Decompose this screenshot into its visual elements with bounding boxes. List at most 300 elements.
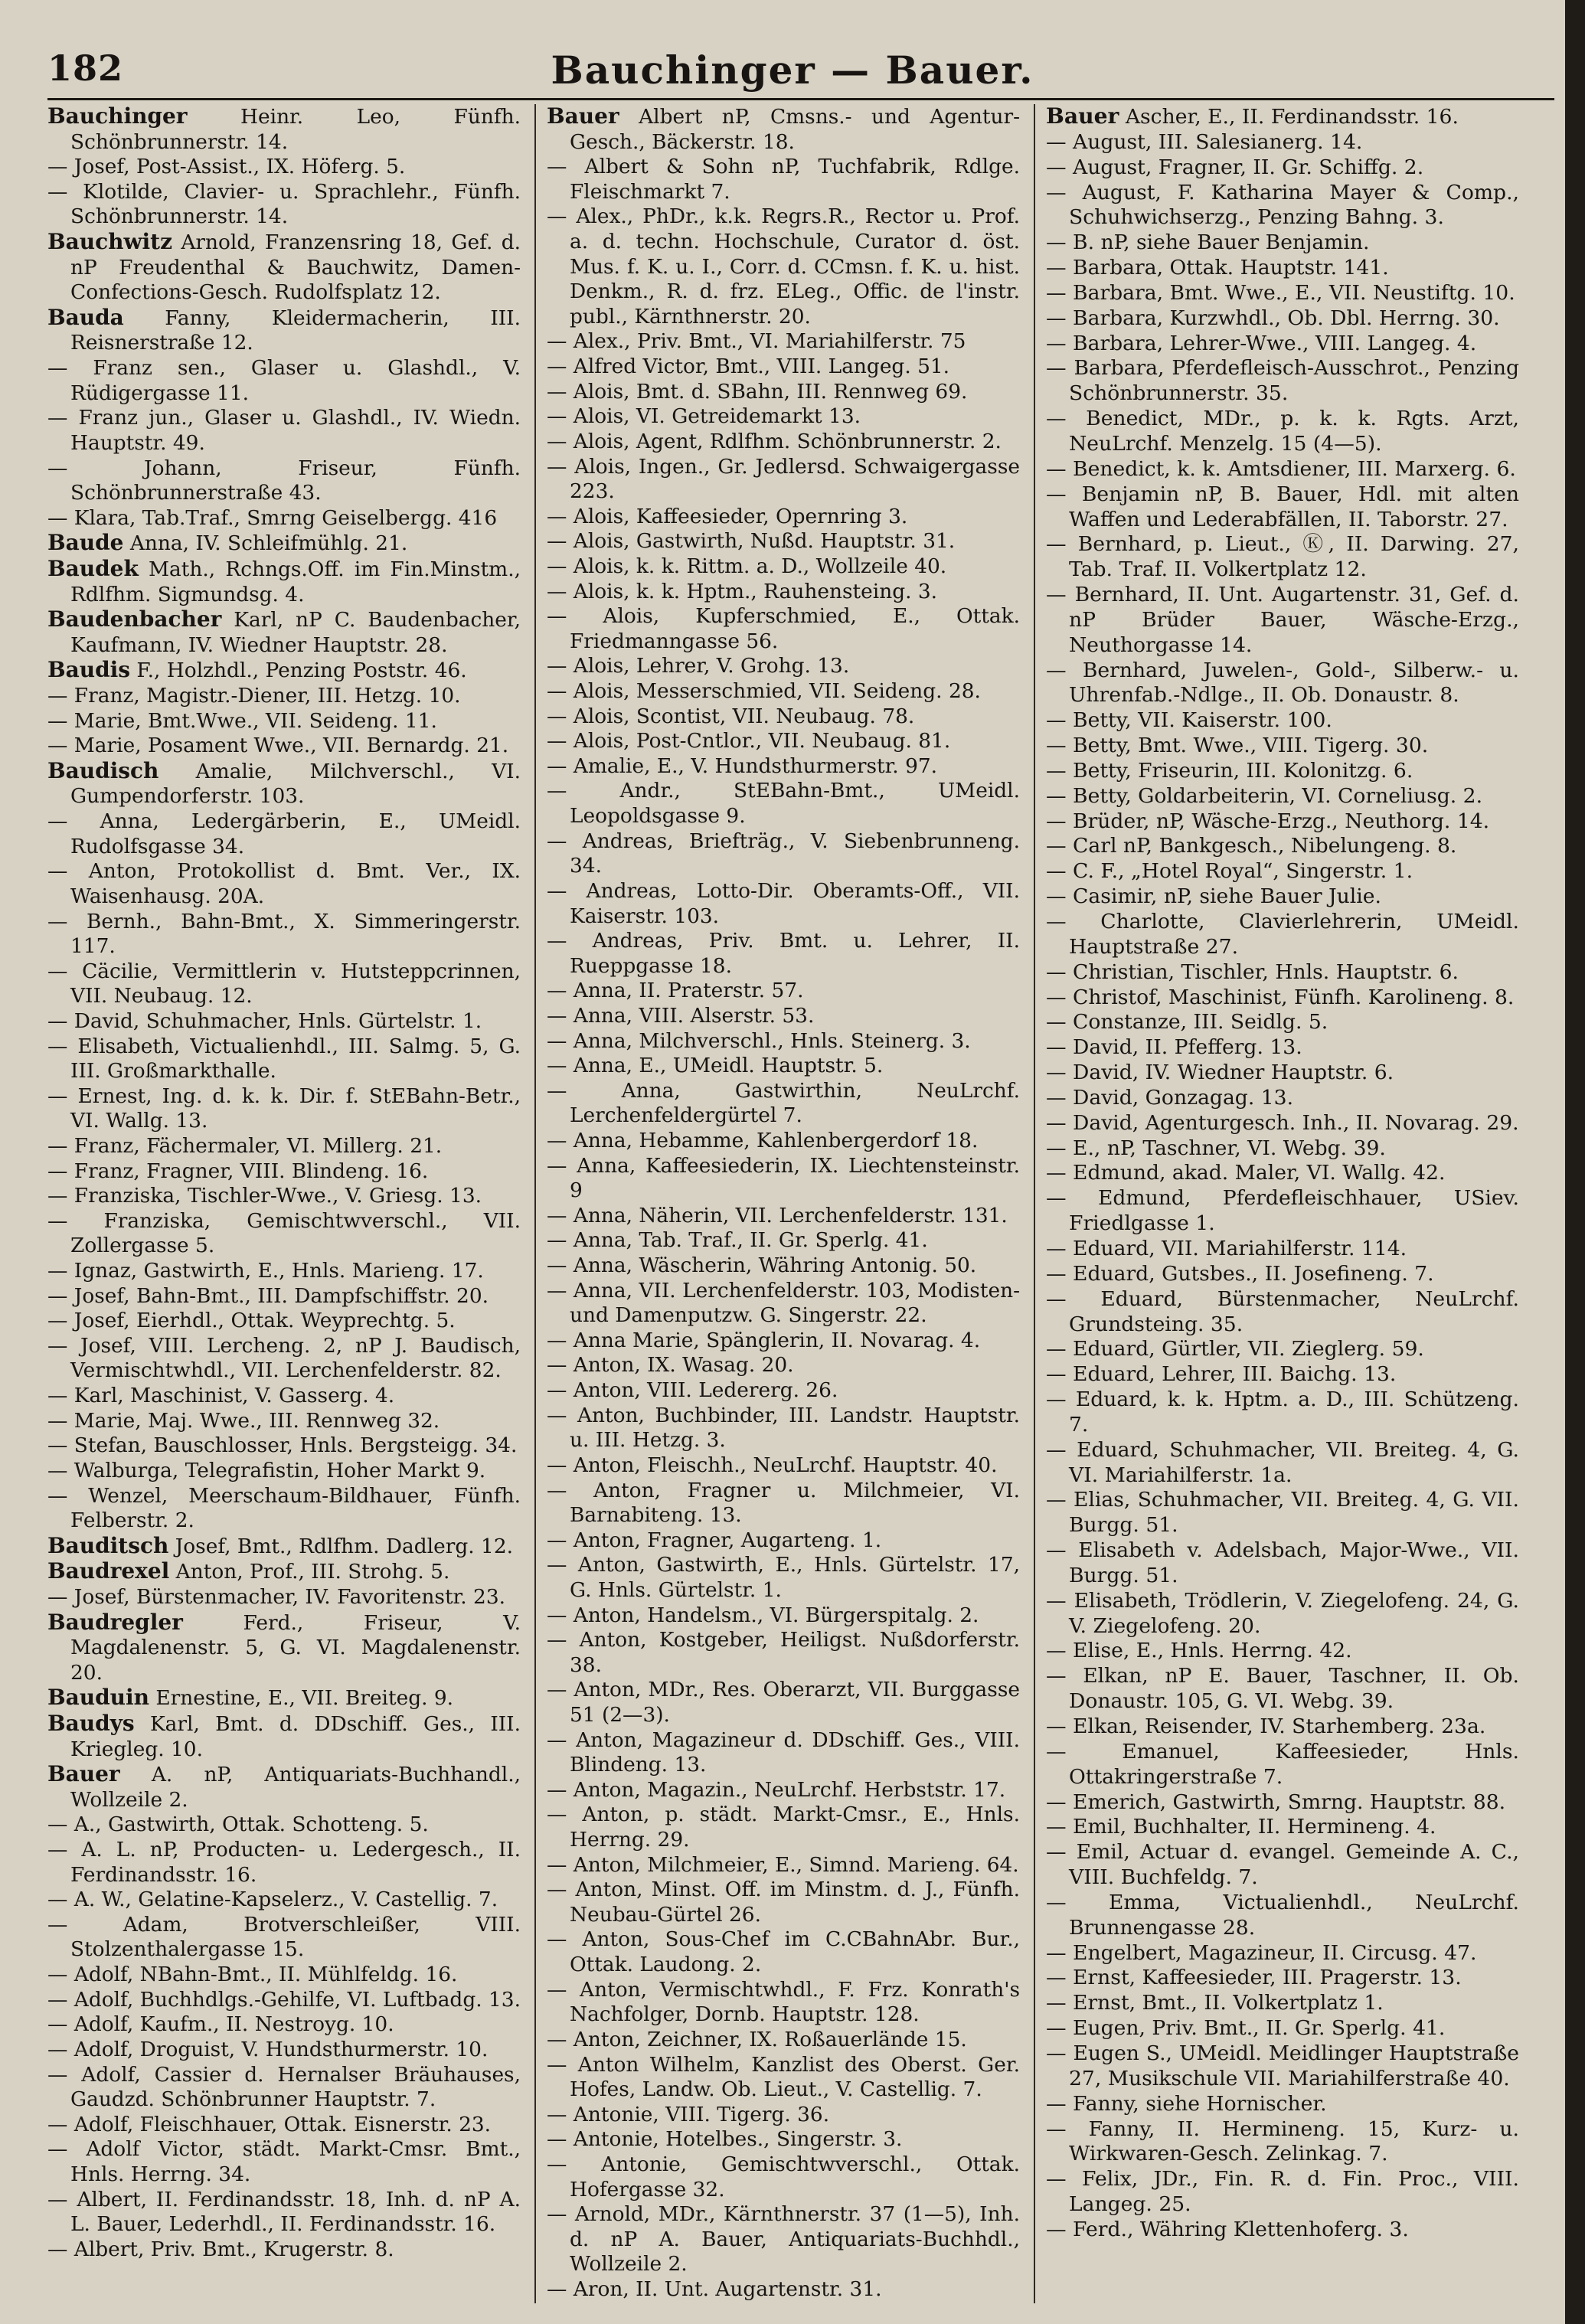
entry-surname: Baudek: [47, 555, 139, 581]
directory-entry: [547, 1927, 1020, 1977]
directory-entry: [1046, 2167, 1519, 2218]
directory-entry: [1046, 884, 1519, 910]
directory-entry: [1046, 759, 1519, 784]
directory-entry: [1046, 2041, 1519, 2092]
entry-text: — Alois, Messerschmied, VII. Seideng. 28.: [547, 679, 981, 704]
directory-entry: [547, 2202, 1020, 2277]
directory-entry: [47, 1585, 521, 1610]
directory-entry: [547, 1228, 1020, 1254]
directory-entry: [47, 759, 521, 809]
column-divider: [534, 104, 536, 2303]
entry-text: — Adolf Victor, städt. Markt-Cmsr. Bmt., Hnls. Herrng. 34.: [47, 2137, 521, 2186]
entry-text: Amalie, Milchverschl., VI. Gumpendorferstr. 103.: [70, 759, 521, 809]
directory-entry: [1046, 532, 1519, 583]
entry-surname: Baudis: [47, 657, 131, 683]
entry-text: — Anton, Milchmeier, E., Simnd. Marieng. 64.: [547, 1852, 1019, 1877]
entry-surname: Bauduin: [47, 1685, 149, 1711]
entry-text: — Anton, Handelsm., VI. Bürgerspitalg. 2.: [547, 1603, 979, 1627]
entry-text: — Benedict, k. k. Amtsdiener, III. Marxerg. 6.: [1046, 456, 1516, 481]
directory-entry: [547, 704, 1020, 730]
entry-text: — Anna, Wäscherin, Währing Antonig. 50.: [547, 1254, 977, 1278]
directory-entry: [1046, 1891, 1519, 1941]
entry-text: — Bernh., Bahn-Bmt., X. Simmeringerstr. 117.: [47, 909, 521, 959]
entry-text: — Eduard, Lehrer, III. Baichg. 13.: [1046, 1362, 1397, 1387]
entry-text: — August, III. Salesianerg. 14.: [1046, 129, 1363, 154]
directory-entry: [547, 2277, 1020, 2303]
entry-text: — C. F., „Hotel Royal“, Singerstr. 1.: [1046, 859, 1413, 884]
entry-text: — Anton, Fragner u. Milchmeier, VI. Barnabiteng. 13.: [547, 1478, 1020, 1528]
directory-entry: [1046, 1035, 1519, 1061]
entry-text: — Franz, Fragner, VIII. Blindeng. 16.: [47, 1159, 429, 1183]
directory-entry: [47, 709, 521, 734]
directory-entry: [47, 684, 521, 709]
entry-text: — Anton, Kostgeber, Heiligst. Nußdorferstr. 38.: [547, 1628, 1020, 1677]
directory-entry: [1046, 1840, 1519, 1891]
entry-text: — Brüder, nP, Wäsche-Erzg., Neuthorg. 14.: [1046, 809, 1490, 833]
entry-surname: Bauda: [47, 304, 124, 330]
directory-entry: [1046, 960, 1519, 985]
entry-text: — Anna, Ledergärberin, E., UMeidl. Rudolfsgasse 34.: [47, 809, 521, 858]
directory-entry: [47, 1888, 521, 1913]
directory-entry: [47, 2113, 521, 2138]
entry-text: — Anton, Gastwirth, E., Hnls. Gürtelstr. 17, G. Hnls. Gürtelstr. 1.: [547, 1553, 1020, 1602]
entry-text: — Elkan, nP E. Bauer, Taschner, II. Ob. Donaustr. 105, G. VI. Webg. 39.: [1046, 1664, 1519, 1714]
directory-entry: [47, 1035, 521, 1084]
directory-entry: [547, 729, 1020, 754]
scan-edge: [1565, 0, 1585, 2324]
directory-entry: [1046, 1714, 1519, 1740]
entry-text: — Anton, MDr., Res. Oberarzt, VII. Burggasse 51 (2—3).: [547, 1678, 1020, 1727]
entry-text: — Antonie, VIII. Tigerg. 36.: [547, 2102, 830, 2126]
entry-text: — Barbara, Lehrer-Wwe., VIII. Langeg. 4.: [1046, 331, 1477, 355]
directory-entry: [1046, 1388, 1519, 1438]
entry-text: — Cäcilie, Vermittlerin v. Hutsteppcrinnen, VII. Neubaug. 12.: [47, 959, 521, 1008]
entry-text: — Alois, Bmt. d. SBahn, III. Rennweg 69.: [547, 379, 968, 404]
entry-text: — Ernst, Bmt., II. Volkertplatz 1.: [1046, 1991, 1384, 2015]
directory-entry: [547, 380, 1020, 405]
entry-text: — Alois, Scontist, VII. Neubaug. 78.: [547, 704, 915, 728]
entry-text: — Franziska, Tischler-Wwe., V. Griesg. 13.: [47, 1184, 482, 1208]
directory-entry: [47, 658, 521, 684]
directory-entry: [547, 580, 1020, 605]
entry-text: — Anna, II. Praterstr. 57.: [547, 979, 804, 1003]
directory-entry: [47, 356, 521, 406]
entry-text: — Anton, IX. Wasag. 20.: [547, 1353, 794, 1378]
directory-entry: [1046, 1010, 1519, 1035]
directory-entry: [547, 1329, 1020, 1354]
directory-entry: [547, 1479, 1020, 1528]
directory-entry: [47, 230, 521, 306]
directory-entry: [1046, 2092, 1519, 2117]
directory-entry: [47, 1685, 521, 1711]
directory-entry: [47, 1812, 521, 1838]
entry-text: — Anna Marie, Spänglerin, II. Novarag. 4.: [547, 1328, 981, 1352]
entry-text: — Alois, Ingen., Gr. Jedlersd. Schwaigergasse 223.: [547, 454, 1020, 504]
directory-entry: [547, 1728, 1020, 1778]
directory-entry: [547, 355, 1020, 380]
directory-entry: [1046, 2016, 1519, 2041]
entry-text: — Emerich, Gastwirth, Smrng. Hauptstr. 88.: [1046, 1790, 1506, 1814]
directory-entry: [1046, 1186, 1519, 1237]
entry-text: — Bernhard, p. Lieut., Ⓚ, II. Darwing. 27, Tab. Traf. II. Volkertplatz 12.: [1046, 532, 1519, 582]
directory-entry: [1046, 985, 1519, 1011]
directory-entry: [547, 1628, 1020, 1678]
entry-text: — Elisabeth v. Adelsbach, Major-Wwe., VII. Burgg. 51.: [1046, 1538, 1519, 1587]
entry-text: — Anna, VIII. Alserstr. 53.: [547, 1003, 815, 1028]
directory-entry: [47, 180, 521, 230]
directory-entry: [547, 2053, 1020, 2103]
directory-entry: [1046, 1639, 1519, 1664]
entry-text: — Anna, Milchverschl., Hnls. Steinerg. 3.: [547, 1028, 971, 1053]
entry-surname: Baudenbacher: [47, 606, 222, 632]
entry-text: A. nP, Antiquariats-Buchhandl., Wollzeile 2.: [70, 1763, 521, 1812]
entry-text: — August, F. Katharina Mayer & Comp., Schuhwichserzg., Penzing Bahng. 3.: [1046, 180, 1519, 230]
entry-text: — Fanny, II. Hermineng. 15, Kurz- u. Wirkwaren-Gesch. Zelinkag. 7.: [1046, 2116, 1519, 2166]
entry-text: — Amalie, E., V. Hundsthurmerstr. 97.: [547, 753, 938, 778]
entry-text: — Ferd., Währing Klettenhoferg. 3.: [1046, 2217, 1409, 2241]
directory-entry: [47, 1334, 521, 1384]
directory-entry: [547, 979, 1020, 1004]
entry-text: — Albert, Priv. Bmt., Krugerstr. 8.: [47, 2237, 394, 2261]
entry-text: — Alois, k. k. Rittm. a. D., Wollzeile 40.: [547, 554, 947, 578]
entry-text: — Anton, VIII. Ledererg. 26.: [547, 1378, 838, 1403]
directory-entry: [47, 104, 521, 155]
directory-entry: [47, 1409, 521, 1434]
entry-text: — B. nP, siehe Bauer Benjamin.: [1046, 230, 1370, 255]
entry-text: — Barbara, Pferdefleisch-Ausschrot., Penzing Schönbrunnerstr. 35.: [1046, 356, 1519, 406]
running-head: Bauchinger — Bauer.: [551, 47, 1034, 93]
directory-entry: [1046, 1262, 1519, 1287]
entry-text: — Andreas, Lotto-Dir. Oberamts-Off., VII. Kaiserstr. 103.: [547, 878, 1020, 928]
directory-entry: [47, 155, 521, 180]
directory-entry: [1046, 809, 1519, 835]
entry-text: — Albert & Sohn nP, Tuchfabrik, Rdlge. Fleischmarkt 7.: [547, 155, 1020, 204]
header-rule: [47, 98, 1554, 100]
directory-entry: [547, 879, 1020, 929]
directory-entry: [47, 1459, 521, 1484]
entry-text: — Anton Wilhelm, Kanzlist des Oberst. Ger. Hofes, Landw. Ob. Lieut., V. Castellig. 7.: [547, 2052, 1020, 2102]
directory-entry: [47, 1433, 521, 1459]
entry-text: — Aron, II. Unt. Augartenstr. 31.: [547, 2277, 882, 2302]
entry-text: — Felix, JDr., Fin. R. d. Fin. Proc., VIII. Langeg. 25.: [1046, 2167, 1519, 2217]
entry-text: — Alois, VI. Getreidemarkt 13.: [547, 404, 861, 429]
directory-entry: [547, 455, 1020, 505]
entry-text: — Eugen S., UMeidl. Meidlinger Hauptstraße 27, Musikschule VII. Mariahilferstraße 40.: [1046, 2041, 1519, 2090]
entry-text: — Wenzel, Meerschaum-Bildhauer, Fünfh. Felberstr. 2.: [47, 1483, 521, 1533]
entry-text: — Anton, Zeichner, IX. Roßauerlände 15.: [547, 2027, 967, 2051]
directory-entry: [47, 406, 521, 456]
entry-text: — Alfred Victor, Bmt., VIII. Langeg. 51.: [547, 355, 950, 379]
entry-text: — Elise, E., Hnls. Herrng. 42.: [1046, 1639, 1352, 1663]
directory-entry: [47, 910, 521, 959]
entry-text: — Anton, Buchbinder, III. Landstr. Hauptstr. u. III. Hetzg. 3.: [547, 1403, 1020, 1453]
entry-text: — David, IV. Wiedner Hauptstr. 6.: [1046, 1061, 1394, 1085]
entry-text: — Betty, Goldarbeiterin, VI. Corneliusg. 2.: [1046, 783, 1483, 808]
directory-entry: [1046, 1362, 1519, 1388]
directory-entry: [1046, 407, 1519, 457]
directory-entry: [47, 1711, 521, 1762]
entry-text: Karl, Bmt. d. DDschiff. Ges., III. Kriegleg. 10.: [70, 1712, 521, 1761]
entry-text: — E., nP, Taschner, VI. Webg. 39.: [1046, 1136, 1386, 1160]
directory-entry: [47, 734, 521, 759]
directory-entry: [547, 779, 1020, 829]
entry-text: — Emma, Victualienhdl., NeuLrchf. Brunnengasse 28.: [1046, 1890, 1519, 1940]
entry-text: — Elkan, Reisender, IV. Starhemberg. 23a.: [1046, 1714, 1486, 1738]
entry-text: Math., Rchngs.Off. im Fin.Minstm., Rdlfhm. Sigmundsg. 4.: [70, 557, 521, 606]
entry-text: — Bernhard, Juwelen-, Gold-, Silberw.- u. Uhrenfab.-Ndlge., II. Ob. Donaustr. 8.: [1046, 658, 1519, 708]
entry-surname: Baudisch: [47, 757, 159, 783]
directory-entry: [547, 1803, 1020, 1852]
entry-text: — Emanuel, Kaffeesieder, Hnls. Ottakringerstraße 7.: [1046, 1739, 1519, 1789]
directory-entry: [1046, 230, 1519, 256]
entry-text: — Barbara, Kurzwhdl., Ob. Dbl. Herrng. 30.: [1046, 306, 1500, 330]
directory-entry: [547, 1978, 1020, 2028]
directory-entry: [47, 2063, 521, 2113]
entry-text: Ascher, E., II. Ferdinandsstr. 16.: [1119, 105, 1459, 129]
directory-entry: [47, 2038, 521, 2063]
entry-text: — A. L. nP, Producten- u. Ledergesch., II. Ferdinandsstr. 16.: [47, 1838, 521, 1887]
entry-text: — Emil, Actuar d. evangel. Gemeinde A. C., VIII. Buchfeldg. 7.: [1046, 1840, 1519, 1890]
directory-entry: [47, 456, 521, 506]
directory-entry: [1046, 482, 1519, 533]
column-1: [47, 104, 521, 2303]
entry-text: — Adolf, Kaufm., II. Nestroyg. 10.: [47, 2012, 394, 2037]
entry-text: — Elisabeth, Victualienhdl., III. Salmg. 5, G. III. Großmarkthalle.: [47, 1034, 521, 1084]
directory-entry: [547, 1004, 1020, 1029]
entry-text: — Anton, Sous-Chef im C.CBahnAbr. Bur., Ottak. Laudong. 2.: [547, 1927, 1020, 1977]
directory-entry: [1046, 1161, 1519, 1186]
entry-text: — Constanze, III. Seidlg. 5.: [1046, 1010, 1328, 1035]
directory-entry: [47, 1259, 521, 1284]
entry-text: — A. W., Gelatine-Kapselerz., V. Castellig. 7.: [47, 1888, 498, 1912]
entry-text: — Franz jun., Glaser u. Glashdl., IV. Wiedn. Hauptstr. 49.: [47, 406, 521, 455]
entry-text: — Andreas, Briefträg., V. Siebenbrunneng. 34.: [547, 829, 1020, 878]
entry-text: — Edmund, akad. Maler, VI. Wallg. 42.: [1046, 1161, 1446, 1185]
entry-text: — Eduard, Gutsbes., II. Josefineng. 7.: [1046, 1261, 1434, 1286]
entry-text: — Antonie, Hotelbes., Singerstr. 3.: [547, 2127, 903, 2152]
entry-text: — Betty, Bmt. Wwe., VIII. Tigerg. 30.: [1046, 734, 1429, 758]
directory-entry: [47, 1913, 521, 1963]
directory-entry: [547, 2127, 1020, 2152]
directory-entry: [1046, 1237, 1519, 1262]
directory-entry: [1046, 104, 1519, 130]
entry-text: — Marie, Bmt.Wwe., VII. Seideng. 11.: [47, 708, 437, 733]
directory-entry: [47, 959, 521, 1009]
entry-text: — Andr., StEBahn-Bmt., UMeidl. Leopoldsgasse 9.: [547, 779, 1020, 829]
entry-text: — Alois, k. k. Hptm., Rauhensteing. 3.: [547, 579, 938, 603]
entry-text: — Josef, Eierhdl., Ottak. Weyprechtg. 5.: [47, 1309, 456, 1333]
directory-entry: [547, 204, 1020, 329]
directory-entry: [1046, 306, 1519, 332]
entry-text: Fanny, Kleidermacherin, III. Reisnerstraße 12.: [70, 306, 521, 355]
entry-text: — Carl nP, Bankgesch., Nibelungeng. 8.: [1046, 834, 1457, 858]
entry-text: — Andreas, Priv. Bmt. u. Lehrer, II. Rueppgasse 18.: [547, 929, 1020, 978]
directory-entry: [1046, 708, 1519, 734]
directory-entry: [547, 155, 1020, 204]
entry-text: — Klara, Tab.Traf., Smrng Geiselbergg. 416: [47, 505, 498, 530]
entry-text: — Stefan, Bauschlosser, Hnls. Bergsteigg. 34.: [47, 1433, 518, 1458]
entry-text: — Josef, VIII. Lercheng. 2, nP J. Baudisch, Vermischtwhdl., VII. Lerchenfelderstr. 82.: [47, 1333, 521, 1383]
directory-entry: [547, 505, 1020, 530]
entry-text: — Alois, Agent, Rdlfhm. Schönbrunnerstr. 2.: [547, 429, 1002, 453]
entry-text: — David, II. Pfefferg. 13.: [1046, 1035, 1302, 1060]
directory-entry: [547, 1603, 1020, 1629]
entry-text: — Franz, Fächermaler, VI. Millerg. 21.: [47, 1133, 443, 1158]
entry-text: — Betty, Friseurin, III. Kolonitzg. 6.: [1046, 758, 1413, 783]
entry-text: Ferd., Friseur, V. Magdalenenstr. 5, G. VI. Magdalenenstr. 20.: [70, 1610, 521, 1685]
directory-entry: [47, 607, 521, 658]
entry-text: F., Holzhdl., Penzing Poststr. 46.: [130, 659, 467, 683]
directory-entry: [47, 2012, 521, 2038]
directory-entry: [47, 1309, 521, 1334]
entry-text: — Christian, Tischler, Hnls. Hauptstr. 6.: [1046, 959, 1459, 984]
entry-text: — Franziska, Gemischtwverschl., VII. Zollergasse 5.: [47, 1208, 521, 1258]
entry-text: — Elias, Schuhmacher, VII. Breiteg. 4, G. VII. Burgg. 51.: [1046, 1488, 1519, 1538]
entry-text: — Marie, Maj. Wwe., III. Rennweg 32.: [47, 1408, 440, 1433]
entry-text: — Eduard, Schuhmacher, VII. Breiteg. 4, G. VI. Mariahilferstr. 1a.: [1046, 1437, 1519, 1487]
directory-entry: [47, 1559, 521, 1585]
directory-entry: [47, 1384, 521, 1409]
directory-entry: [547, 1154, 1020, 1204]
entry-text: — Adolf, Cassier d. Hernalser Bräuhauses, Gaudzd. Schönbrunner Hauptstr. 7.: [47, 2062, 521, 2112]
directory-entry: [547, 1678, 1020, 1727]
directory-entry: [547, 1054, 1020, 1079]
column-3: [1046, 104, 1519, 2303]
directory-entry: [1046, 1337, 1519, 1362]
entry-text: — Fanny, siehe Hornischer.: [1046, 2091, 1327, 2116]
directory-entry: [1046, 1086, 1519, 1111]
directory-entry: [1046, 1991, 1519, 2016]
directory-entry: [547, 1553, 1020, 1603]
entry-text: Anton, Prof., III. Strohg. 5.: [169, 1560, 450, 1584]
entry-text: — David, Gonzagag. 13.: [1046, 1085, 1294, 1110]
directory-entry: [547, 1378, 1020, 1404]
directory-entry: [547, 654, 1020, 679]
directory-entry: [547, 2028, 1020, 2053]
entry-surname: Baudregler: [47, 1609, 183, 1635]
entry-text: — Anton, Magazin., NeuLrchf. Herbststr. 17.: [547, 1777, 1006, 1802]
directory-entry: [547, 1404, 1020, 1453]
directory-entry: [1046, 1664, 1519, 1714]
entry-surname: Bauer: [547, 104, 619, 129]
entry-text: — Alex., Priv. Bmt., VI. Mariahilferstr. 75: [547, 329, 966, 354]
directory-entry: [547, 1129, 1020, 1154]
entry-text: — August, Fragner, II. Gr. Schiffg. 2.: [1046, 155, 1424, 179]
directory-entry: [47, 1484, 521, 1534]
entry-text: — Franz, Magistr.-Diener, III. Hetzg. 10.: [47, 684, 461, 708]
directory-entry: [547, 1279, 1020, 1329]
directory-entry: [1046, 1488, 1519, 1538]
directory-entry: [547, 430, 1020, 455]
entry-text: — Klotilde, Clavier- u. Sprachlehr., Fünfh. Schönbrunnerstr. 14.: [47, 179, 521, 229]
entry-text: — Casimir, nP, siehe Bauer Julie.: [1046, 884, 1381, 909]
entry-text: — Benjamin nP, B. Bauer, Hdl. mit alten Waffen und Lederabfällen, II. Taborstr. 27.: [1046, 482, 1519, 531]
entry-text: — Anna, Tab. Traf., II. Gr. Sperlg. 41.: [547, 1228, 928, 1253]
directory-entry: [1046, 734, 1519, 759]
directory-entry: [47, 1009, 521, 1035]
entry-text: — Alois, Post-Cntlor., VII. Neubaug. 81.: [547, 729, 951, 753]
entry-text: — Anton, p. städt. Markt-Cmsr., E., Hnls. Herrng. 29.: [547, 1803, 1020, 1852]
column-divider: [1034, 104, 1035, 2303]
entry-text: — Anna, Näherin, VII. Lerchenfelderstr. 131.: [547, 1203, 1008, 1227]
entry-text: — Anna, Kaffeesiederin, IX. Liechtensteinstr. 9: [547, 1153, 1020, 1203]
directory-entry: [547, 1353, 1020, 1378]
entry-text: Heinr. Leo, Fünfh. Schönbrunnerstr. 14.: [70, 105, 521, 154]
entry-text: — Karl, Maschinist, V. Gasserg. 4.: [47, 1384, 395, 1408]
entry-text: — Emil, Buchhalter, II. Hermineng. 4.: [1046, 1815, 1436, 1839]
directory-entry: [47, 1988, 521, 2013]
entry-text: — Anton, Minst. Off. im Minstm. d. J., Fünfh. Neubau-Gürtel 26.: [547, 1878, 1020, 1927]
entry-text: — Eduard, VII. Mariahilferstr. 114.: [1046, 1236, 1407, 1260]
directory-entry: [47, 306, 521, 356]
directory-entry: [47, 1184, 521, 1209]
directory-entry: [47, 2237, 521, 2263]
directory-entry: [47, 1762, 521, 1812]
entry-text: — Adolf, Buchhdlgs.-Gehilfe, VI. Luftbadg. 13.: [47, 1987, 521, 2012]
directory-entry: [47, 1134, 521, 1159]
entry-text: — Anna, Gastwirthin, NeuLrchf. Lerchenfeldergürtel 7.: [547, 1078, 1020, 1128]
directory-entry: [1046, 1538, 1519, 1589]
directory-entry: [47, 531, 521, 557]
entry-text: — Elisabeth, Trödlerin, V. Ziegelofeng. 24, G. V. Ziegelofeng. 20.: [1046, 1588, 1519, 1638]
entry-text: — Ernst, Kaffeesieder, III. Pragerstr. 13.: [1046, 1966, 1462, 1990]
entry-text: — Adolf, NBahn-Bmt., II. Mühlfeldg. 16.: [47, 1963, 458, 1987]
entry-text: — David, Schuhmacher, Hnls. Gürtelstr. 1.: [47, 1008, 482, 1033]
directory-entry: [1046, 1061, 1519, 1086]
directory-entry: [547, 754, 1020, 780]
entry-text: — Anton, Fragner, Augarteng. 1.: [547, 1528, 882, 1552]
entry-text: — Josef, Post-Assist., IX. Höferg. 5.: [47, 155, 406, 179]
entry-text: — Alois, Lehrer, V. Grohg. 13.: [547, 654, 850, 678]
entry-text: — A., Gastwirth, Ottak. Schotteng. 5.: [47, 1812, 429, 1837]
entry-text: Karl, nP C. Baudenbacher, Kaufmann, IV. Wiedner Hauptstr. 28.: [70, 608, 521, 657]
directory-entry: [547, 529, 1020, 554]
directory-entry: [1046, 859, 1519, 884]
directory-entry: [547, 329, 1020, 355]
entry-surname: Baudrexel: [47, 1558, 170, 1584]
entry-surname: Bauer: [1046, 104, 1119, 129]
entry-text: — Eduard, k. k. Hptm. a. D., III. Schützeng. 7.: [1046, 1388, 1519, 1437]
entry-text: — Bernhard, II. Unt. Augartenstr. 31, Gef. d. nP Brüder Bauer, Wäsche-Erzg., Neuthorgasse 14.: [1046, 583, 1519, 657]
directory-entry: [1046, 1589, 1519, 1639]
directory-entry: [1046, 181, 1519, 231]
entry-text: — Eugen, Priv. Bmt., II. Gr. Sperlg. 41.: [1046, 2016, 1446, 2041]
directory-entry: [47, 1084, 521, 1134]
entry-text: — Ignaz, Gastwirth, E., Hnls. Marieng. 17.: [47, 1259, 484, 1283]
entry-text: — Edmund, Pferdefleischhauer, USiev. Friedlgasse 1.: [1046, 1186, 1519, 1236]
directory-entry: [47, 506, 521, 531]
directory-entry: [547, 404, 1020, 430]
entry-text: — Eduard, Bürstenmacher, NeuLrchf. Grundsteing. 35.: [1046, 1286, 1519, 1336]
entry-text: — Engelbert, Magazineur, II. Circusg. 47.: [1046, 1940, 1477, 1965]
directory-entry: [47, 557, 521, 607]
directory-entry: [547, 1254, 1020, 1279]
directory-entry: [1046, 1815, 1519, 1840]
directory-entry: [1046, 155, 1519, 181]
directory-entry: [1046, 356, 1519, 407]
entry-text: — Benedict, MDr., p. k. k. Rgts. Arzt, NeuLrchf. Menzelg. 15 (4—5).: [1046, 407, 1519, 456]
directory-entry: [1046, 332, 1519, 357]
entry-text: — Ernest, Ing. d. k. k. Dir. f. StEBahn-Betr., VI. Wallg. 13.: [47, 1084, 521, 1133]
entry-text: — Eduard, Gürtler, VII. Zieglerg. 59.: [1046, 1337, 1424, 1361]
directory-entry: [1046, 1790, 1519, 1816]
directory-entry: [547, 2152, 1020, 2202]
directory-entry: [547, 1878, 1020, 1927]
directory-entry: [1046, 256, 1519, 281]
entry-text: — Alex., PhDr., k.k. Regrs.R., Rector u. Prof. a. d. techn. Hochschule, Curator d. öst. Mus. f. K. u. I., Corr. d. CCmsn. f. K. u. hist. Denkm., R. d. frz. ELeg., Offic. de l'instr. publ., Kärnthnerstr. 20.: [547, 204, 1020, 328]
entry-text: — Antonie, Gemischtwverschl., Ottak. Hofergasse 32.: [547, 2152, 1020, 2201]
directory-entry: [1046, 834, 1519, 859]
